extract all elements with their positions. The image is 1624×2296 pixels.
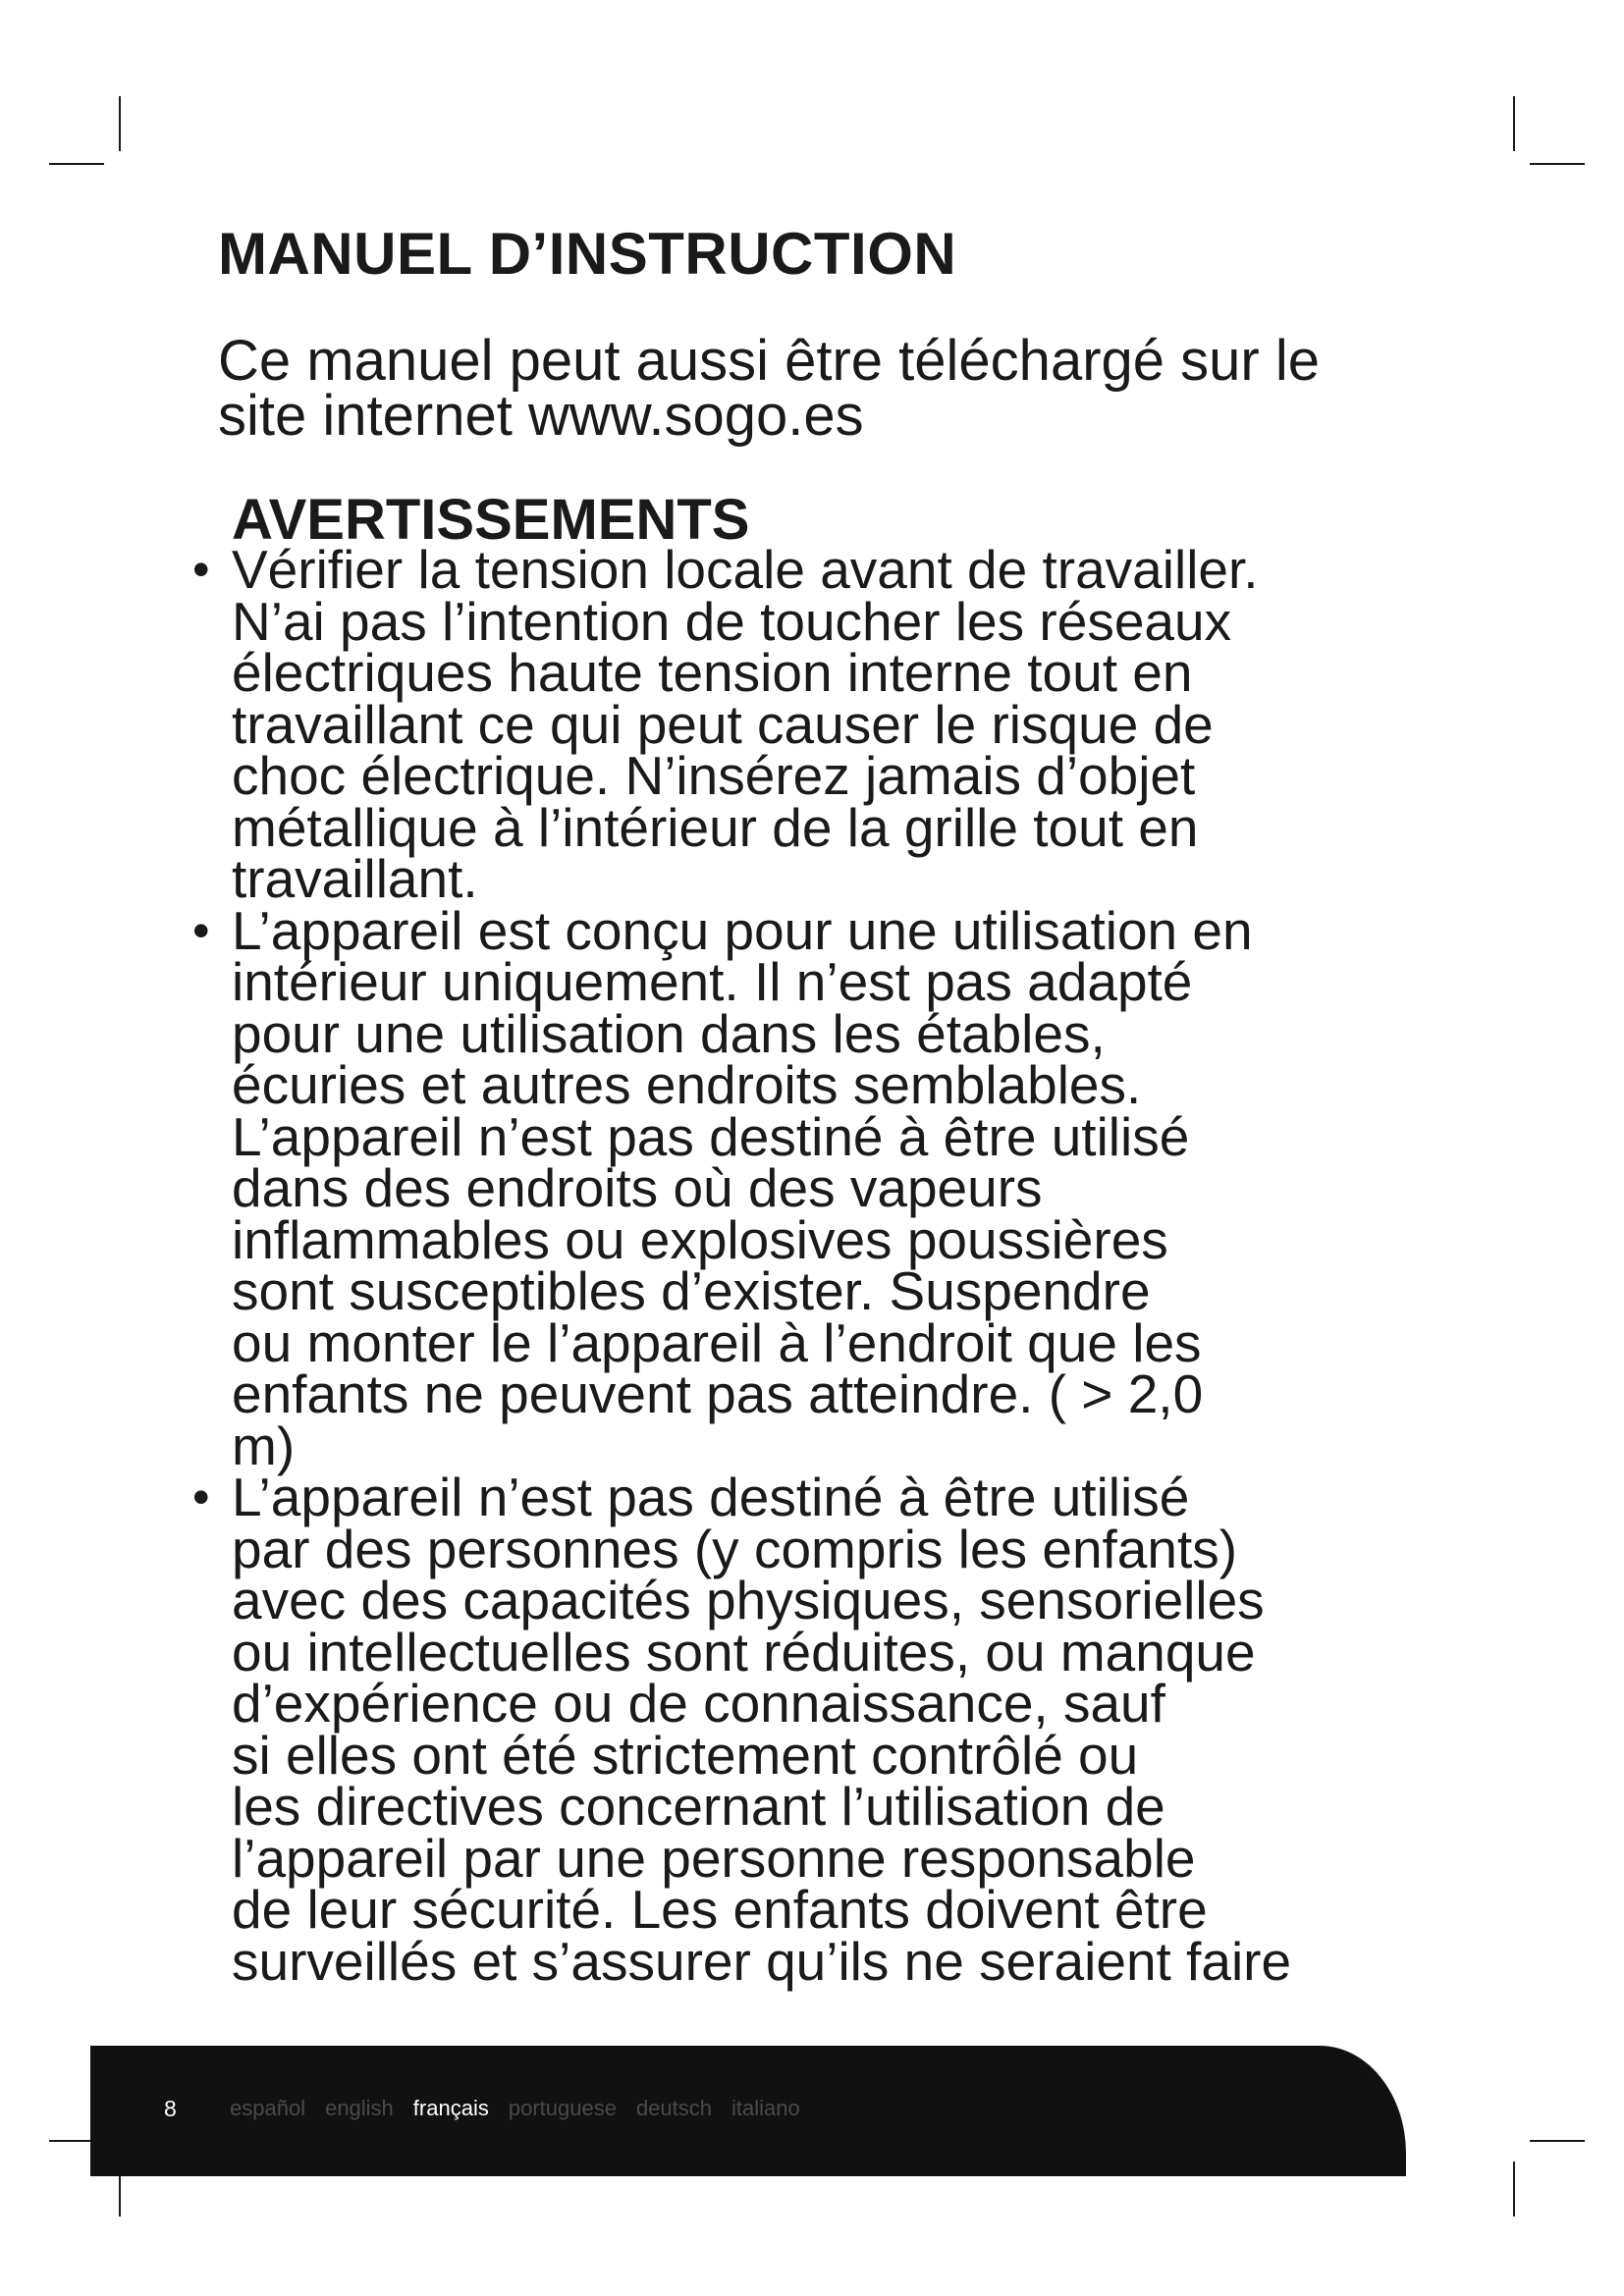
warning-item bbox=[192, 899, 1420, 1476]
warning-line: surveillés et s’assurer qu’ils ne seraient faire bbox=[232, 1930, 1292, 1992]
page-number: 8 bbox=[164, 2096, 177, 2121]
intro-line: site internet www.sogo.es bbox=[218, 384, 864, 448]
warning-line: métallique à l’intérieur de la grille tout en bbox=[232, 796, 1199, 858]
warning-line: travaillant ce qui peut causer le risque de bbox=[232, 693, 1214, 755]
warning-line: inflammables ou explosives poussières bbox=[232, 1208, 1168, 1270]
warning-line: N’ai pas l’intention de toucher les réseaux bbox=[232, 590, 1232, 652]
warning-line: pour une utilisation dans les étables, bbox=[232, 1002, 1106, 1064]
warning-line: enfants ne peuvent pas atteindre. ( > 2,0 bbox=[232, 1363, 1204, 1424]
warning-line: L’appareil n’est pas destiné à être utilisé bbox=[232, 1467, 1190, 1527]
language-link-portuguese[interactable]: portuguese bbox=[508, 2096, 617, 2120]
warning-line: par des personnes (y compris les enfants) bbox=[232, 1518, 1238, 1579]
warnings-list bbox=[192, 539, 1420, 1992]
crop-mark-top-right-h bbox=[1530, 163, 1585, 165]
warning-line: L’appareil est conçu pour une utilisation en bbox=[232, 899, 1253, 961]
warning-line: travaillant. bbox=[232, 848, 478, 909]
warning-line: dans des endroits où des vapeurs bbox=[232, 1157, 1043, 1218]
warning-line: si elles ont été strictement contrôlé ou bbox=[232, 1724, 1139, 1786]
warning-line: les directives concernant l’utilisation de bbox=[232, 1776, 1165, 1837]
warning-line: intérieur uniquement. Il n’est pas adapté bbox=[232, 951, 1193, 1012]
bullet-icon: • bbox=[192, 542, 210, 597]
warning-line: L’appareil n’est pas destiné à être utilisé bbox=[232, 1105, 1190, 1167]
language-link-espanol[interactable]: español bbox=[230, 2096, 306, 2120]
page-title: MANUEL D’INSTRUCTION bbox=[218, 221, 957, 287]
warning-line: sont susceptibles d’exister. Suspendre bbox=[232, 1260, 1151, 1321]
crop-mark-bottom-right-h bbox=[1530, 2140, 1585, 2142]
language-link-italiano[interactable]: italiano bbox=[731, 2096, 800, 2120]
language-link-francais[interactable]: français bbox=[412, 2096, 489, 2120]
warning-line: avec des capacités physiques, sensorielles bbox=[232, 1570, 1265, 1630]
crop-mark-top-left-h bbox=[49, 163, 104, 165]
warning-line: m) bbox=[232, 1415, 296, 1476]
warning-line: d’expérience ou de connaissance, sauf bbox=[232, 1673, 1165, 1734]
warning-line: Vérifier la tension locale avant de travailler. bbox=[232, 539, 1259, 600]
warning-line: ou monter le l’appareil à l’endroit que les bbox=[232, 1311, 1202, 1373]
warning-line: de leur sécurité. Les enfants doivent être bbox=[232, 1879, 1208, 1940]
language-link-deutsch[interactable]: deutsch bbox=[635, 2096, 712, 2120]
crop-mark-bottom-right-v bbox=[1513, 2162, 1515, 2216]
warning-item bbox=[192, 539, 1420, 909]
warning-line: ou intellectuelles sont réduites, ou manque bbox=[232, 1621, 1256, 1682]
bullet-icon: • bbox=[192, 1469, 210, 1524]
intro-line: Ce manuel peut aussi être téléchargé sur le bbox=[218, 329, 1320, 393]
crop-mark-top-right-v bbox=[1513, 96, 1515, 151]
intro-paragraph bbox=[218, 329, 1396, 448]
warning-line: électriques haute tension interne tout en bbox=[232, 642, 1193, 703]
warning-line: écuries et autres endroits semblables. bbox=[232, 1054, 1142, 1115]
warning-line: l’appareil par une personne responsable bbox=[232, 1827, 1196, 1889]
warning-line: choc électrique. N’insérez jamais d’objet bbox=[232, 745, 1196, 806]
language-link-english[interactable]: english bbox=[325, 2096, 394, 2120]
bullet-icon: • bbox=[192, 902, 210, 958]
warnings-heading: AVERTISSEMENTS bbox=[232, 488, 750, 552]
crop-mark-top-left-v bbox=[119, 96, 121, 151]
warning-item bbox=[192, 1467, 1420, 1992]
language-nav bbox=[230, 2096, 800, 2121]
